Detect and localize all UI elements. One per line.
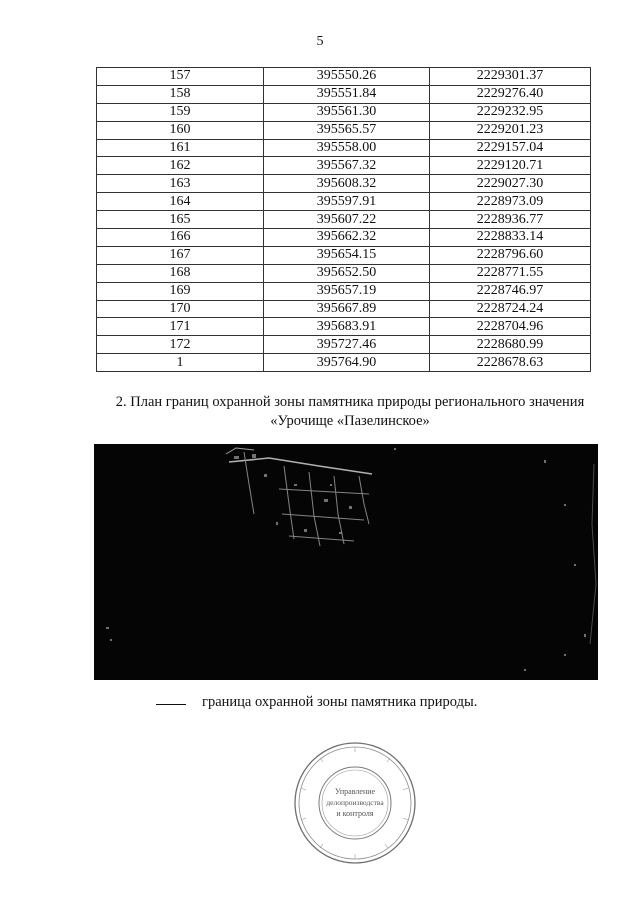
- point-number-cell: 158: [97, 85, 264, 103]
- x-coordinate-cell: 395607.22: [264, 211, 430, 229]
- table-row: [97, 264, 591, 282]
- point-number-cell: 170: [97, 300, 264, 318]
- table-row: [97, 85, 591, 103]
- point-number-cell: 172: [97, 336, 264, 354]
- table-row: [97, 282, 591, 300]
- table-row: [97, 246, 591, 264]
- table-row: [97, 175, 591, 193]
- x-coordinate-cell: 395550.26: [264, 68, 430, 86]
- point-number-cell: 163: [97, 175, 264, 193]
- y-coordinate-cell: 2229301.37: [430, 68, 591, 86]
- table-row: [97, 300, 591, 318]
- map-legend: [150, 694, 590, 714]
- point-number-cell: 164: [97, 193, 264, 211]
- y-coordinate-cell: 2228680.99: [430, 336, 591, 354]
- point-number-cell: 160: [97, 121, 264, 139]
- y-coordinate-cell: 2228771.55: [430, 264, 591, 282]
- seal-center-line2: делопроизводства: [326, 798, 384, 807]
- x-coordinate-cell: 395551.84: [264, 85, 430, 103]
- x-coordinate-cell: 395662.32: [264, 229, 430, 247]
- point-number-cell: 169: [97, 282, 264, 300]
- y-coordinate-cell: 2228704.96: [430, 318, 591, 336]
- y-coordinate-cell: 2229157.04: [430, 139, 591, 157]
- map-satellite-imagery: [94, 444, 598, 680]
- table-row: [97, 121, 591, 139]
- table-row: [97, 139, 591, 157]
- x-coordinate-cell: 395683.91: [264, 318, 430, 336]
- x-coordinate-cell: 395567.32: [264, 157, 430, 175]
- table-row: [97, 157, 591, 175]
- x-coordinate-cell: 395608.32: [264, 175, 430, 193]
- legend-boundary-line-symbol: [156, 704, 186, 705]
- point-number-cell: 165: [97, 211, 264, 229]
- table-row: [97, 68, 591, 86]
- point-number-cell: 162: [97, 157, 264, 175]
- y-coordinate-cell: 2228833.14: [430, 229, 591, 247]
- section-heading: [60, 393, 640, 431]
- official-seal: [290, 738, 420, 868]
- x-coordinate-cell: 395558.00: [264, 139, 430, 157]
- x-coordinate-cell: 395652.50: [264, 264, 430, 282]
- x-coordinate-cell: 395565.57: [264, 121, 430, 139]
- table-row: [97, 318, 591, 336]
- x-coordinate-cell: 395597.91: [264, 193, 430, 211]
- seal-center-line3: и контроля: [336, 809, 374, 818]
- point-number-cell: 159: [97, 103, 264, 121]
- coordinates-table: [96, 67, 591, 372]
- boundary-map-image: [94, 444, 598, 680]
- official-seal-image: [290, 738, 420, 868]
- y-coordinate-cell: 2229120.71: [430, 157, 591, 175]
- section-heading-line1: 2. План границ охранной зоны памятника природы регионального значения: [115, 394, 585, 410]
- legend-text: граница охранной зоны памятника природы.: [202, 694, 478, 710]
- x-coordinate-cell: 395657.19: [264, 282, 430, 300]
- table-row: [97, 193, 591, 211]
- y-coordinate-cell: 2229027.30: [430, 175, 591, 193]
- point-number-cell: 157: [97, 68, 264, 86]
- y-coordinate-cell: 2229276.40: [430, 85, 591, 103]
- point-number-cell: 1: [97, 354, 264, 372]
- table-row: [97, 103, 591, 121]
- x-coordinate-cell: 395764.90: [264, 354, 430, 372]
- point-number-cell: 168: [97, 264, 264, 282]
- x-coordinate-cell: 395654.15: [264, 246, 430, 264]
- x-coordinate-cell: 395727.46: [264, 336, 430, 354]
- point-number-cell: 161: [97, 139, 264, 157]
- point-number-cell: 167: [97, 246, 264, 264]
- point-number-cell: 171: [97, 318, 264, 336]
- table-row: [97, 354, 591, 372]
- x-coordinate-cell: 395561.30: [264, 103, 430, 121]
- y-coordinate-cell: 2229232.95: [430, 103, 591, 121]
- point-number-cell: 166: [97, 229, 264, 247]
- table-row: [97, 336, 591, 354]
- y-coordinate-cell: 2228936.77: [430, 211, 591, 229]
- y-coordinate-cell: 2228973.09: [430, 193, 591, 211]
- x-coordinate-cell: 395667.89: [264, 300, 430, 318]
- table-row: [97, 229, 591, 247]
- section-heading-line2: «Урочище «Пазелинское»: [270, 413, 430, 429]
- page-number: 5: [316, 34, 324, 49]
- y-coordinate-cell: 2228678.63: [430, 354, 591, 372]
- y-coordinate-cell: 2228746.97: [430, 282, 591, 300]
- y-coordinate-cell: 2229201.23: [430, 121, 591, 139]
- y-coordinate-cell: 2228796.60: [430, 246, 591, 264]
- table-row: [97, 211, 591, 229]
- seal-center-line1: Управление: [334, 787, 376, 796]
- y-coordinate-cell: 2228724.24: [430, 300, 591, 318]
